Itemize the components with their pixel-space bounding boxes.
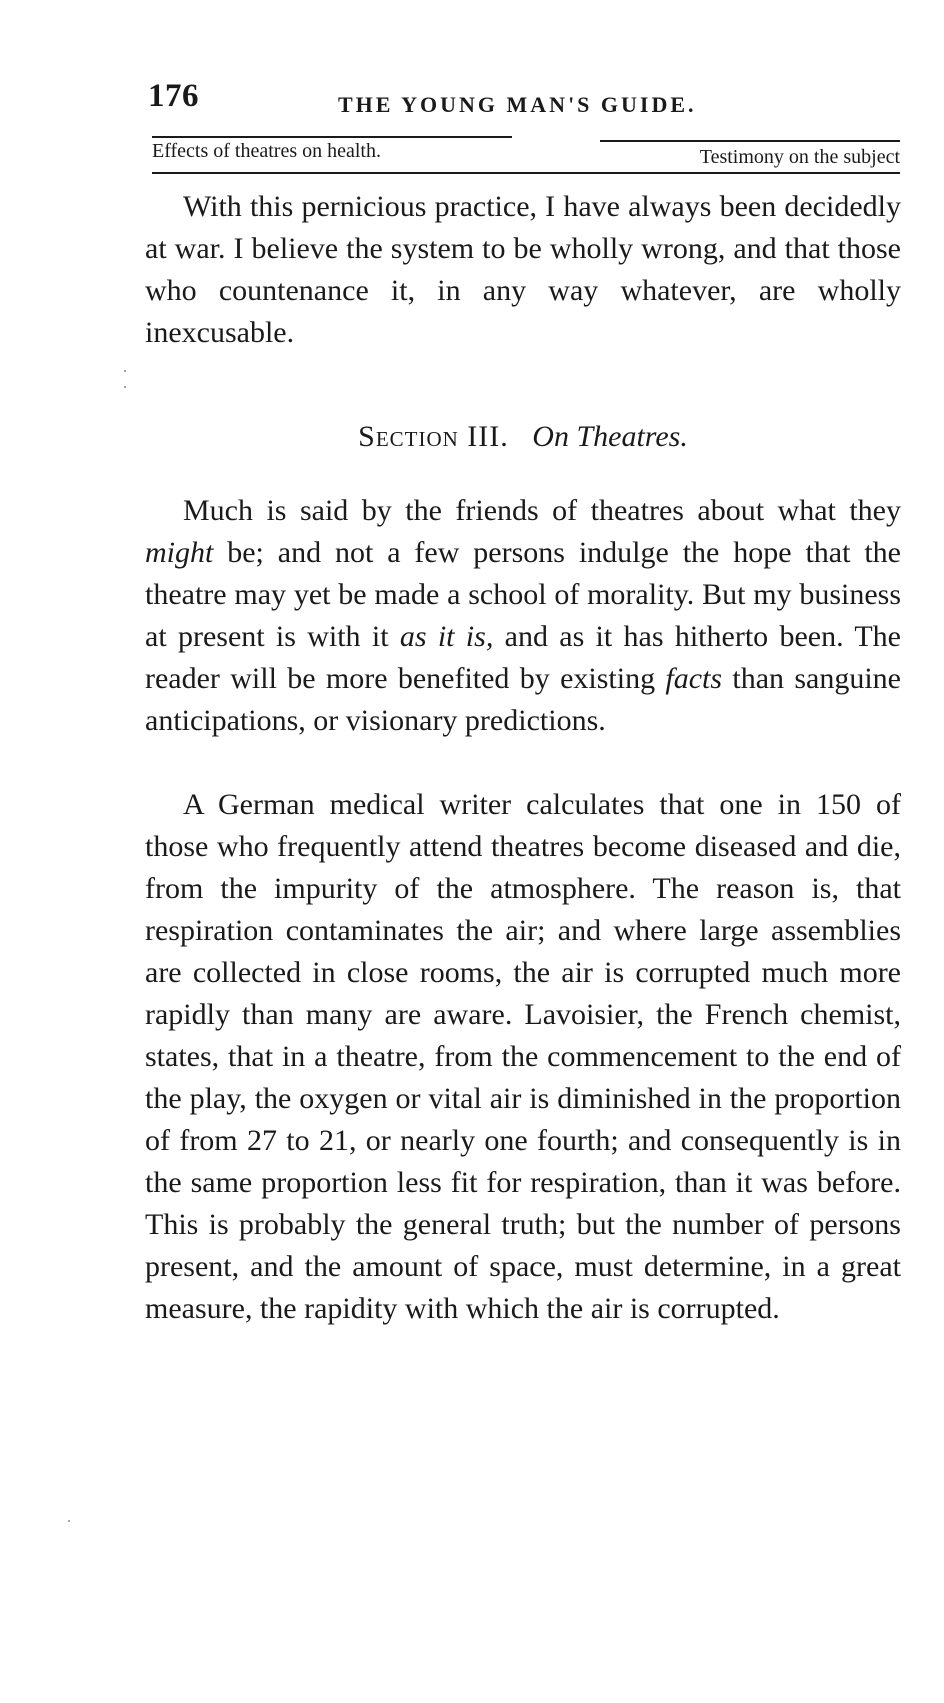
page-speck — [68, 1520, 70, 1522]
subhead-right: Testimony on the subject — [600, 140, 900, 169]
paragraph-1-text: With this pernicious practice, I have always been decidedly at war. I believe the system to be wholly wrong, and that those who countenance it, in any way whatever, are wholly inexcusable. — [145, 190, 901, 349]
paragraph-2-part2: be; and not a few persons indulge the hope that the theatre may yet be made a school of morality. But my business at present is with it — [145, 536, 901, 653]
running-head — [148, 78, 900, 122]
running-title: THE YOUNG MAN'S GUIDE. — [338, 92, 697, 117]
chapter-subhead — [152, 136, 900, 174]
page-number: 176 — [148, 78, 199, 114]
paragraph-2 — [145, 490, 901, 742]
paragraph-2-part4: than sanguine anticipations, or visionary predictions. — [145, 662, 901, 737]
page-speck — [124, 370, 126, 372]
paragraph-2-text — [145, 490, 901, 742]
paragraph-1 — [145, 186, 901, 354]
section-label: Section III. — [358, 420, 509, 453]
emphasis-might: might — [145, 536, 214, 569]
section-heading — [145, 420, 901, 454]
subhead-left: Effects of theatres on health. — [152, 136, 512, 163]
paragraph-3-text: A German medical writer calculates that one in 150 of those who frequently attend theatres become diseased and die, from the impurity of the atmosphere. The reason is, that respiration contaminates the air; and where large assemblies are collected in close rooms, the air is corrupted much more rapidly than many are aware. Lavoisier, the French chemist, states, that in a theatre, from the commencement to the end of the play, the oxygen or vital air is diminished in the proportion of from 27 to 21, or nearly one fourth; and consequently is in the same proportion less fit for respiration, than it was before. This is probably the general truth; but the number of persons present, and the amount of space, must determine, in a great measure, the rapidity with which the air is corrupted. — [145, 788, 901, 1325]
section-title: On Theatres. — [532, 420, 688, 453]
paragraph-2-part1: Much is said by the friends of theatres about what they — [183, 494, 901, 527]
emphasis-as-it-is: as it is, — [399, 620, 494, 653]
paragraph-3 — [145, 784, 901, 1330]
emphasis-facts: facts — [665, 662, 723, 695]
paragraph-2-part3: and as it has hitherto been. The reader will be more benefited by existing — [145, 620, 901, 695]
page-speck — [124, 386, 126, 388]
